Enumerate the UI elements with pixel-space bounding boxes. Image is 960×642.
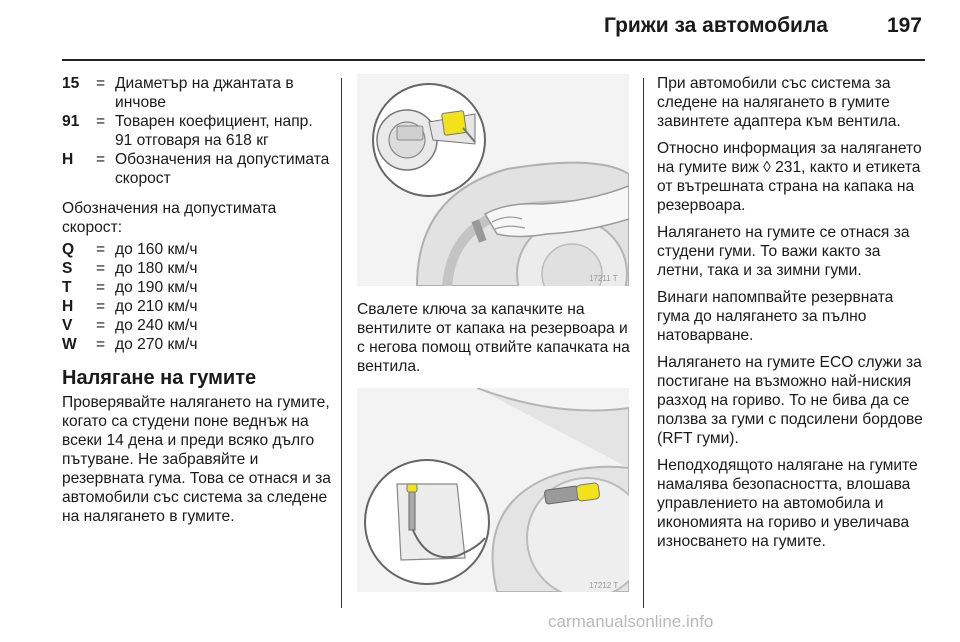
definition-key: 91	[62, 113, 80, 130]
definition-row	[62, 278, 332, 297]
body-paragraph: Неподходящото налягане на гумите намалява безопасността, влошава управлението на автомобила и икономията на гориво и увеличава износването на гумите.	[657, 457, 918, 550]
tire-code-list	[62, 74, 332, 188]
definition-row	[62, 74, 332, 112]
definition-value: до 180 км/ч	[115, 260, 198, 277]
definition-row	[62, 240, 332, 259]
equals-sign: =	[96, 75, 106, 92]
body-paragraph: Налягането на гумите се отнася за студени гуми. То важи както за летни, така и за зимни гуми.	[657, 224, 910, 279]
definition-value: до 160 км/ч	[115, 241, 198, 258]
definition-key: 15	[62, 75, 80, 92]
equals-sign: =	[96, 260, 106, 277]
definition-row	[62, 112, 332, 150]
definition-row	[62, 259, 332, 278]
definition-key: H	[62, 151, 74, 168]
definition-row	[62, 150, 332, 188]
definition-key: W	[62, 336, 77, 353]
body-paragraph: Налягането на гумите ECO служи за постигане на възможно най-ниския разход на гориво. То не бива да се ползва за гуми с подсилени бордове (RFT гуми).	[657, 354, 923, 447]
column-right	[657, 74, 923, 559]
page-number: 197	[886, 14, 922, 37]
definition-key: V	[62, 317, 73, 334]
equals-sign: =	[96, 298, 106, 315]
body-paragraph: Винаги напомпвайте резервната гума до налягането за пълно натоварване.	[657, 289, 894, 344]
column-rule	[643, 78, 644, 608]
body-paragraph: Относно информация за налягането на гумите виж ◊ 231, както и етикета от вътрешната страна на капака на резервоара.	[657, 140, 922, 214]
definition-value: Товарен коефициент, напр. 91 отговаря на 618 кг	[115, 113, 313, 149]
figure-code: 17212 T	[589, 581, 619, 590]
definition-value: до 240 км/ч	[115, 317, 198, 334]
figure-caption: Свалете ключа за капачките на вентилите от капака на резервоара и с негова помощ отвийте капачката на вентила.	[357, 301, 630, 375]
header-rule	[62, 59, 925, 61]
equals-sign: =	[96, 336, 106, 353]
definition-key: Q	[62, 241, 75, 258]
definition-value: до 190 км/ч	[115, 279, 198, 296]
definition-key: H	[62, 298, 74, 315]
definition-value: Диаметър на джантата в инчове	[115, 75, 294, 111]
valve-adapter-illustration	[357, 388, 629, 592]
speed-list	[62, 240, 332, 354]
speed-intro: Обозначения на допустимата скорост:	[62, 200, 277, 236]
column-left	[62, 74, 332, 534]
definition-key: S	[62, 260, 73, 277]
figure-code: 17211 T	[589, 274, 618, 283]
definition-row	[62, 335, 332, 354]
tire-valve-key-illustration	[357, 74, 629, 286]
definition-value: Обозначения на допустимата скорост	[115, 151, 330, 187]
body-paragraph: При автомобили със система за следене на налягането в гумите завинтете адаптера към вентила.	[657, 75, 901, 130]
definition-row	[62, 297, 332, 316]
column-rule	[341, 78, 342, 608]
body-paragraph: Проверявайте налягането на гумите, когато са студени поне веднъж на всеки 14 дена и преди всяко дълго пътуване. Не забравяйте и резервната гума. Това се отнася и за автомобили със система за следене на налягането в гумите.	[62, 394, 331, 525]
equals-sign: =	[96, 151, 106, 168]
header-title: Грижи за автомобила	[603, 14, 828, 37]
equals-sign: =	[96, 317, 106, 334]
definition-row	[62, 316, 332, 335]
definition-value: до 270 км/ч	[115, 336, 198, 353]
column-middle	[357, 74, 637, 592]
equals-sign: =	[96, 113, 106, 130]
equals-sign: =	[96, 241, 106, 258]
definition-value: до 210 км/ч	[115, 298, 198, 315]
equals-sign: =	[96, 279, 106, 296]
watermark: carmanualsonline.info	[548, 612, 714, 631]
definition-key: T	[62, 279, 72, 296]
figure-valve-key	[357, 74, 629, 286]
figure-valve-adapter	[357, 388, 629, 592]
section-heading: Налягане на гумите	[62, 367, 257, 389]
